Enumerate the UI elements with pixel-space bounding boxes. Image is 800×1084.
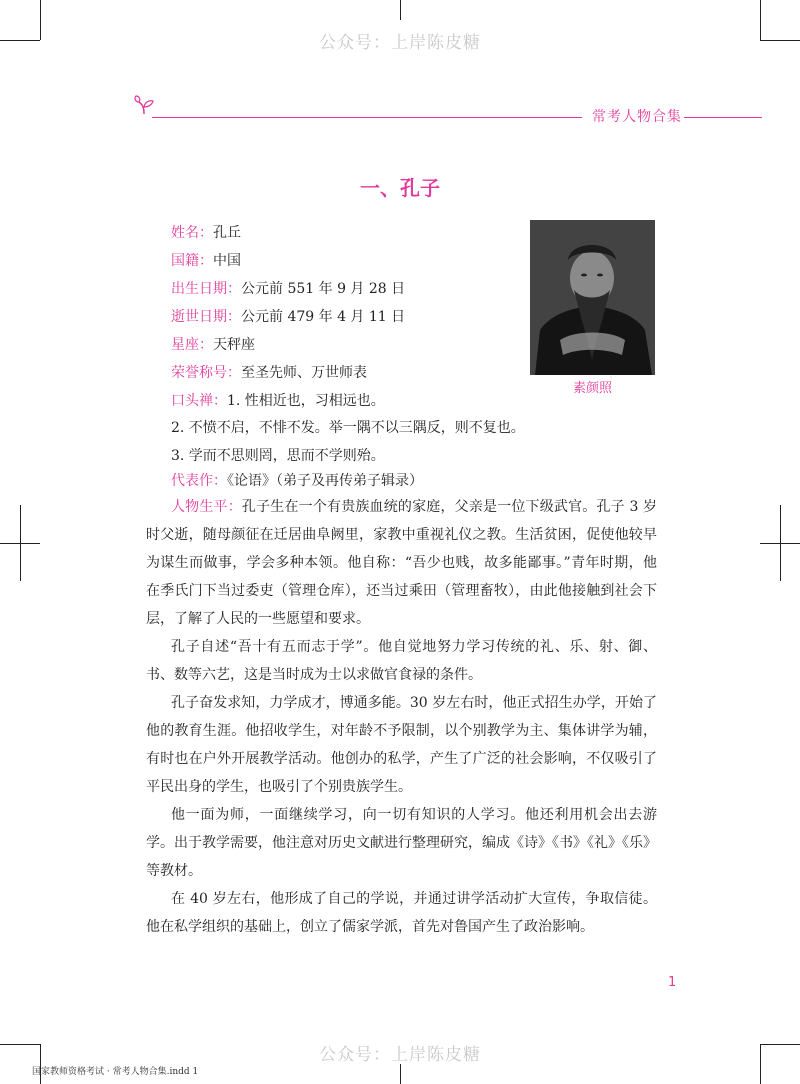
watermark: 公众号：上岸陈皮糖 bbox=[319, 1045, 481, 1065]
header-rule bbox=[152, 117, 582, 118]
field-value: 天秤座 bbox=[213, 337, 255, 353]
field-label: 国籍： bbox=[171, 253, 213, 269]
biography-paragraph bbox=[146, 493, 657, 633]
crop-mark bbox=[20, 505, 21, 581]
field-value: 公元前 479 年 4 月 11 日 bbox=[241, 309, 406, 325]
profile-birth bbox=[171, 279, 405, 299]
footer-filename: 国家教师资格考试 · 常考人物合集.indd 1 bbox=[32, 1067, 199, 1077]
profile-death bbox=[171, 307, 405, 327]
field-label: 口头禅： bbox=[171, 393, 227, 409]
profile-works bbox=[171, 471, 423, 491]
biography-paragraph: 在 40 岁左右，他形成了自己的学说，并通过讲学活动扩大宣传，争取信徒。他在私学组织的基础上，创立了儒家学派，首先对鲁国产生了政治影响。 bbox=[146, 891, 657, 935]
portrait-caption: 素颜照 bbox=[572, 381, 612, 396]
paragraph-text: 孔子生在一个有贵族血统的家庭，父亲是一位下级武官。孔子 3 岁时父逝，随母颜征在迁居曲阜阙里，家教中重视礼仪之教。生活贫困，促使他较早为谋生而做事，学会多种本领。他自称：“吾少也贱，故多能鄙事。”青年时期，他在季氏门下当过委吏（管理仓库），还当过乘田（管理畜牧），由此他接触到社会下层，了解了人民的一些愿望和要求。 bbox=[146, 499, 658, 627]
header-title: 常考人物合集 bbox=[592, 109, 682, 125]
header-rule bbox=[684, 117, 762, 118]
field-value: 公元前 551 年 9 月 28 日 bbox=[241, 281, 406, 297]
field-label: 出生日期： bbox=[171, 281, 241, 297]
biography-label: 人物生平： bbox=[171, 499, 242, 515]
profile-nationality bbox=[171, 251, 241, 271]
page-number: 1 bbox=[668, 975, 677, 990]
field-value: 孔丘 bbox=[213, 225, 241, 241]
field-label: 星座： bbox=[171, 337, 213, 353]
chapter-title: 一、孔子 bbox=[360, 176, 440, 200]
crop-mark bbox=[400, 1064, 401, 1084]
profile-zodiac bbox=[171, 335, 255, 355]
catchphrase-line: 3. 学而不思则罔，思而不学则殆。 bbox=[171, 448, 385, 464]
portrait-illustration bbox=[530, 220, 655, 375]
biography-paragraph: 孔子奋发求知，力学成才，博通多能。30 岁左右时，他正式招生办学，开始了他的教育生涯。他招收学生，对年龄不予限制，以个别教学为主、集体讲学为辅，有时也在户外开展教学活动。他创办的私学，产生了广泛的社会影响，不仅吸引了平民出身的学生，也吸引了个别贵族学生。 bbox=[146, 695, 657, 795]
biography-paragraph: 孔子自述“吾十有五而志于学”。他自觉地努力学习传统的礼、乐、射、御、书、数等六艺，这是当时成为士以求做官食禄的条件。 bbox=[146, 639, 657, 683]
field-label: 代表作： bbox=[171, 473, 227, 489]
sprout-icon bbox=[133, 94, 155, 116]
field-value: 1. 性相近也，习相远也。 bbox=[227, 393, 385, 409]
field-label: 逝世日期： bbox=[171, 309, 241, 325]
biography-paragraph: 他一面为师，一面继续学习，向一切有知识的人学习。他还利用机会出去游学。出于教学需要，他注意对历史文献进行整理研究，编成《诗》《书》《礼》《乐》等教材。 bbox=[146, 807, 657, 879]
crop-mark bbox=[400, 0, 401, 20]
field-value: 《论语》（弟子及再传弟子辑录） bbox=[227, 473, 423, 489]
catchphrase-line: 2. 不愤不启，不悱不发。举一隅不以三隅反，则不复也。 bbox=[171, 420, 525, 436]
crop-mark bbox=[780, 505, 781, 581]
watermark: 公众号：上岸陈皮糖 bbox=[319, 33, 481, 53]
field-value: 中国 bbox=[213, 253, 241, 269]
profile-name bbox=[171, 223, 241, 243]
field-label: 姓名： bbox=[171, 225, 213, 241]
profile-honors bbox=[171, 363, 367, 383]
profile-catchphrase bbox=[171, 391, 385, 411]
field-label: 荣誉称号： bbox=[171, 365, 241, 381]
portrait-image bbox=[530, 220, 655, 375]
field-value: 至圣先师、万世师表 bbox=[241, 365, 367, 381]
